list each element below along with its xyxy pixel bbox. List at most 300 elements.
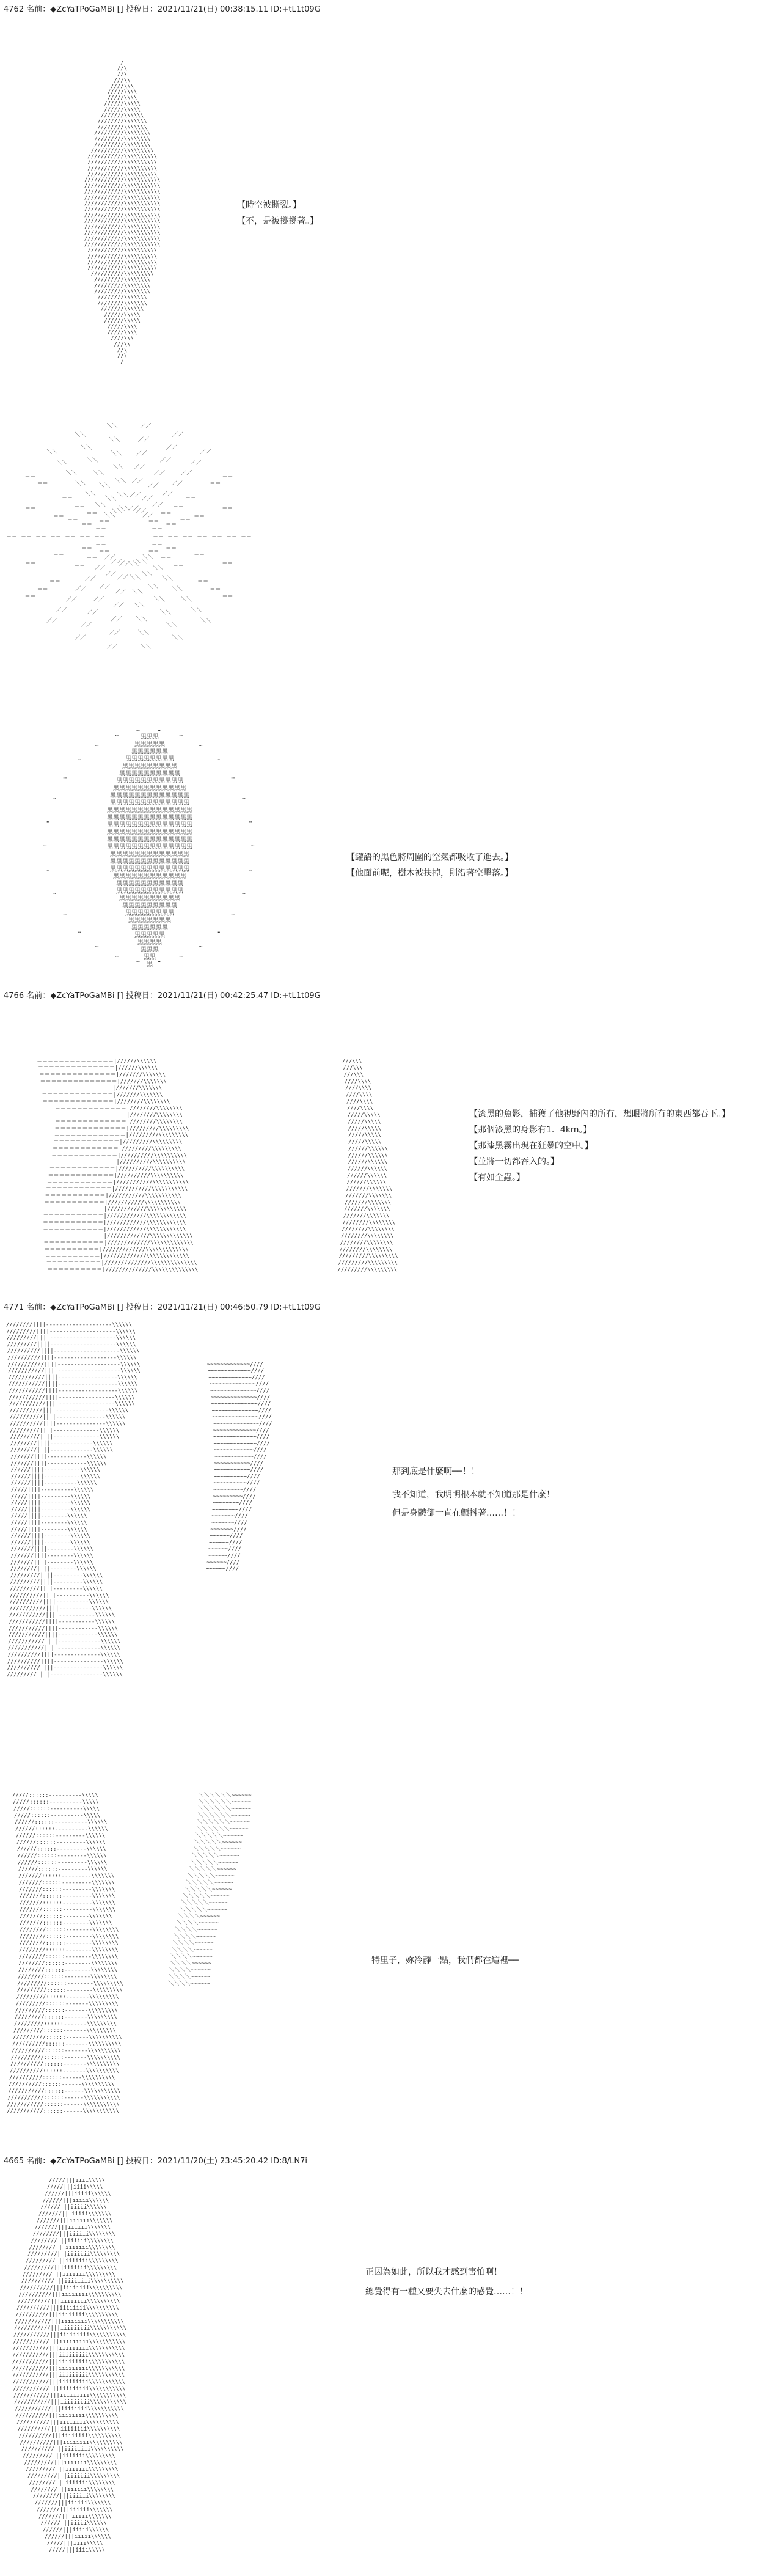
- art-glyph-row: ~~~~~~~~~~~~~////: [206, 1361, 263, 1368]
- art-glyph-row: 黒黒黒黒黒黒黒黒: [125, 756, 174, 763]
- art-glyph-row: ~~~~~~~~~~~////: [213, 1460, 264, 1467]
- art-glyph-row: ＼＼: [111, 450, 122, 457]
- art-glyph-row: //\: [117, 353, 128, 359]
- art-glyph-row: ///\\\: [343, 1065, 363, 1071]
- art-glyph-row: //\: [117, 347, 128, 354]
- caption-block-6: [365, 2264, 528, 2300]
- art-glyph-row: ＼＼: [191, 607, 202, 614]
- art-glyph-row: ＝＝: [49, 488, 60, 495]
- art-glyph-row: ///////////||||‐‐‐‐‐‐‐‐‐‐‐‐‐\\\\\\: [7, 1645, 121, 1652]
- art-glyph-row: ＼＼: [152, 565, 164, 571]
- art-glyph-row: 黒黒黒黒黒黒黒黒黒黒黒: [116, 881, 183, 887]
- art-glyph-row: //////::::::‐‐‐‐‐‐‐‐‐\\\\\\: [17, 1853, 107, 1859]
- art-glyph-row: ////////|||iiiiii\\\\\\\\: [32, 2493, 115, 2500]
- art-glyph-row: ＝＝: [95, 541, 106, 548]
- art-glyph-row: 黒黒黒黒黒黒黒黒黒黒黒黒黒黒: [107, 837, 192, 843]
- art-glyph-row: ////////||||‐‐‐‐‐‐‐‐‐‐‐‐‐\\\\\\: [10, 1440, 113, 1447]
- art-glyph-row: ＝＝: [222, 593, 233, 600]
- art-glyph-row: ///////||||‐‐‐‐‐‐‐‐\\\\\\: [10, 1559, 93, 1566]
- art-glyph-row: ＼＼: [200, 617, 211, 624]
- art-glyph-row: ＝＝＝＝＝＝＝＝＝＝＝＝|///////////\\\\\\\\\\\: [46, 1180, 189, 1186]
- art-glyph-row: ///////|||iiiiii\\\\\\\: [36, 2507, 113, 2513]
- post-header-4771: 4771 名前：◆ZcYaTPoGaMBi [] 投稿日：2021/11/21(日) 00:46:50.79 ID:+tL1t09G: [4, 1303, 321, 1312]
- art-glyph-row: ////////::::::‐‐‐‐‐‐‐‐\\\\\\\\: [19, 1934, 119, 1940]
- art-glyph-row: ＼＼＼＼~~~~~~: [168, 1974, 211, 1980]
- art-glyph-row: 黒黒黒黒黒黒黒黒黒黒黒黒: [113, 873, 186, 880]
- art-glyph-row: /////||||‐‐‐‐‐‐‐‐\\\\\\: [10, 1520, 87, 1526]
- art-glyph-row: ~~~~~~~~~~~~~~////: [212, 1414, 272, 1421]
- art-glyph-row: ＝＝: [241, 534, 252, 540]
- art-glyph-row: ／／: [134, 464, 145, 471]
- art-glyph-row: 黒黒黒黒黒黒黒: [128, 917, 171, 924]
- art-glyph-row: ＝＝: [38, 510, 50, 516]
- art-glyph-row: ／／: [141, 495, 153, 502]
- art-glyph-row: /////||||‐‐‐‐‐‐‐‐\\\\\\: [10, 1513, 87, 1520]
- art-glyph-row: ＝＝＝＝＝＝＝＝＝＝|/////////////\\\\\\\\\\\\\: [45, 1253, 190, 1260]
- art-glyph-row: //////////||||‐‐‐‐‐‐‐‐‐‐‐‐‐‐‐\\\\\\: [7, 1665, 123, 1671]
- art-glyph-row: //////////||||‐‐‐‐‐‐‐‐‐‐‐‐‐‐‐‐\\\\\\: [9, 1407, 129, 1414]
- art-glyph-row: ///\\\: [343, 1072, 364, 1078]
- art-glyph-row: ＼＼: [141, 571, 153, 578]
- art-glyph-row: ~~~~~~~////: [210, 1526, 247, 1533]
- art-glyph-row: ＝＝: [86, 556, 98, 562]
- art-glyph-row: ////////////\\\\\\\\\\\: [84, 212, 161, 219]
- art-glyph-row: ///////::::::‐‐‐‐‐‐‐‐‐\\\\\\\: [19, 1893, 115, 1899]
- art-glyph-row: ＝＝: [21, 534, 32, 540]
- art-glyph-row: ＝＝＝＝＝＝＝＝＝＝＝＝＝＝|///////\\\\\\\: [40, 1079, 167, 1085]
- art-glyph-row: ////////\\\\\\\: [97, 124, 147, 131]
- art-glyph-row: ／／: [130, 492, 141, 499]
- art-glyph-row: /////////::::::‐‐‐‐‐‐‐\\\\\\\\\: [15, 2008, 118, 2014]
- art-glyph-row: //////////|||iiiiiiii\\\\\\\\\\: [16, 2305, 119, 2311]
- art-glyph-row: ＼＼＼＼~~~~~~: [177, 1920, 219, 1926]
- ascii-art-burst: [0, 400, 269, 675]
- art-glyph-row: ＝＝: [152, 526, 163, 532]
- art-glyph-row: /////\\\\: [107, 89, 137, 95]
- art-glyph-row: /////////\\\\\\\\: [94, 142, 151, 149]
- art-glyph-row: //////////::::::‐‐‐‐‐‐\\\\\\\\\\: [9, 2082, 115, 2088]
- art-glyph-row: ＝＝: [62, 571, 73, 578]
- art-glyph-row: /////|||iiii\\\\\: [46, 2184, 103, 2190]
- art-glyph-row: ＝＝＝＝＝＝＝＝＝＝＝＝＝＝|///////\\\\\\\: [38, 1072, 166, 1078]
- art-glyph-row: ／／: [46, 617, 58, 624]
- caption-line: 【並將一切都吞入的。】: [469, 1157, 559, 1167]
- art-glyph-row: ＼＼＼＼＼＼~~~~~~: [196, 1826, 250, 1832]
- art-glyph-row: ~~~~~~////: [205, 1566, 239, 1572]
- art-glyph-row: ///////////\\\\\\\\\\: [87, 253, 158, 260]
- art-glyph-row: ///////////|||iiiiiiiii\\\\\\\\\\\: [12, 2372, 125, 2379]
- art-glyph-row: /////////\\\\\\\\\: [338, 1260, 398, 1266]
- art-glyph-row: ＼＼: [130, 574, 141, 581]
- art-glyph-row: ~~~~~~~~~~~~////: [213, 1447, 267, 1454]
- art-glyph-row: ////////||||‐‐‐‐‐‐‐‐‐‐‐‐‐‐‐‐‐‐‐‐\\\\\\: [6, 1322, 132, 1328]
- art-glyph-row: ///////////|||iiiiiiiii\\\\\\\\\\\: [13, 2386, 126, 2392]
- art-glyph-row: 黒黒黒黒黒黒黒黒黒黒黒黒黒黒: [107, 807, 192, 814]
- art-glyph-row: ////\\\\: [346, 1106, 374, 1112]
- art-glyph-row: /////::::::‐‐‐‐‐‐‐‐‐‐\\\\\: [13, 1799, 99, 1805]
- ascii-art-scared-girl: [0, 1320, 379, 1687]
- art-glyph-row: ///////////\\\\\\\\\\: [87, 259, 158, 266]
- art-glyph-row: ＼＼: [81, 444, 92, 451]
- art-glyph-row: ＼＼＼＼＼~~~~~~: [186, 1880, 234, 1886]
- art-glyph-row: ///////::::::‐‐‐‐‐‐‐‐‐\\\\\\\: [19, 1907, 116, 1913]
- art-glyph-row: ///////////||||‐‐‐‐‐‐‐‐‐‐‐‐‐‐‐‐‐‐\\\\\\: [8, 1374, 137, 1381]
- art-glyph-row: /////////||||‐‐‐‐‐‐‐‐‐‐‐‐‐‐‐‐\\\\\\: [7, 1671, 123, 1678]
- art-glyph-row: /////////|||iiiiiii\\\\\\\\\: [24, 2460, 117, 2466]
- caption-line: 【時空被撕裂。】: [237, 200, 301, 210]
- art-glyph-row: //\: [117, 65, 128, 72]
- art-glyph-row: /////\\\\\: [348, 1139, 382, 1145]
- art-glyph-row: …: [115, 952, 119, 959]
- art-glyph-row: ////////\\\\\\\: [97, 119, 147, 125]
- art-glyph-row: …: [216, 755, 221, 762]
- art-glyph-row: ////////|||iiiiii\\\\\\\\: [31, 2238, 114, 2244]
- art-glyph-row: //////////::::::‐‐‐‐‐‐‐\\\\\\\\\\: [12, 2035, 122, 2041]
- art-glyph-row: ＼＼＼＼~~~~~~: [174, 1934, 216, 1940]
- art-glyph-row: ＝＝: [194, 553, 205, 560]
- art-glyph-row: ////////\\\\\\\\: [339, 1247, 393, 1253]
- art-glyph-row: ~~~~~~~~~////: [213, 1493, 256, 1500]
- art-glyph-row: 黒黒黒黒黒黒黒黒黒: [122, 903, 177, 909]
- art-glyph-row: ＝＝＝＝＝＝＝＝＝＝＝＝＝|////////\\\\\\\\: [42, 1099, 170, 1105]
- art-glyph-row: //////////::::::‐‐‐‐‐‐‐\\\\\\\\\\: [12, 2041, 122, 2047]
- art-glyph-row: ///////////::::::‐‐‐‐‐‐\\\\\\\\\\\: [8, 2088, 121, 2094]
- art-glyph-row: ＼＼: [106, 423, 118, 430]
- art-glyph-row: ＝＝: [98, 518, 110, 525]
- art-glyph-row: ＼＼＼＼~~~~~~: [168, 1981, 210, 1987]
- art-glyph-row: ＝＝: [194, 513, 205, 520]
- art-glyph-row: 黒黒黒: [141, 947, 159, 953]
- art-glyph-row: ///////////|||iiiiiiiii\\\\\\\\\\\: [13, 2393, 126, 2399]
- art-glyph-row: ／／: [56, 607, 67, 614]
- art-glyph-row: ＝＝: [167, 534, 179, 540]
- art-glyph-row: //////////\\\\\\\\\: [90, 148, 154, 154]
- art-glyph-row: ＝＝: [67, 518, 78, 524]
- art-glyph-row: ＼＼: [171, 586, 183, 593]
- art-glyph-row: ＝＝＝＝＝＝＝＝＝＝|/////////////\\\\\\\\\\\\\: [44, 1247, 189, 1253]
- art-glyph-row: ///////::::::‐‐‐‐‐‐‐‐‐\\\\\\\: [18, 1880, 115, 1886]
- art-glyph-row: ///////////\\\\\\\\\\: [87, 160, 158, 166]
- art-glyph-row: ／／: [94, 565, 106, 571]
- art-glyph-row: ＝＝＝＝＝＝＝＝＝＝＝＝|//////////\\\\\\\\\\: [48, 1173, 184, 1179]
- art-glyph-row: ＝＝＝＝＝＝＝＝＝＝＝|////////////\\\\\\\\\\\\: [43, 1227, 186, 1233]
- art-glyph-row: 黒黒: [144, 954, 156, 961]
- art-glyph-row: /////////|||iiiiiii\\\\\\\\\: [22, 2453, 115, 2459]
- art-glyph-row: ＼＼＼＼＼~~~~~~: [180, 1907, 227, 1913]
- ascii-art-shadow-beast: [12, 1054, 464, 1286]
- art-glyph-row: //////|||iiiii\\\\\\: [45, 2534, 111, 2540]
- art-glyph-row: ///////////|||iiiiiiii\\\\\\\\\\\: [15, 2319, 124, 2325]
- art-glyph-row: ＝＝: [38, 557, 50, 563]
- art-glyph-row: //////////\\\\\\\\\: [90, 271, 154, 277]
- art-glyph-row: /////\\\\\: [347, 1112, 381, 1118]
- art-glyph-row: ///////::::::‐‐‐‐‐‐‐‐‐\\\\\\\: [19, 1900, 115, 1906]
- art-glyph-row: ////////|||iiiiii\\\\\\\\: [31, 2487, 114, 2493]
- art-glyph-row: ＝＝＝＝＝＝＝＝＝＝＝＝|//////////\\\\\\\\\\: [51, 1153, 187, 1159]
- art-glyph-row: ////\\\\: [345, 1085, 372, 1092]
- art-glyph-row: /: [120, 359, 124, 365]
- art-glyph-row: ／／: [111, 616, 122, 623]
- art-glyph-row: ＝＝＝＝＝＝＝＝＝＝＝＝|/////////\\\\\\\\\: [53, 1139, 183, 1145]
- ascii-art-calming-figure: [0, 1791, 367, 2133]
- art-glyph-row: ＼＼＼＼＼＼~~~~~~: [199, 1793, 252, 1799]
- art-glyph-row: //////////::::::‐‐‐‐‐‐‐\\\\\\\\\\: [10, 2055, 120, 2061]
- art-glyph-row: /////////\\\\\\\\: [94, 277, 151, 284]
- art-glyph-row: ／／: [153, 470, 165, 477]
- art-glyph-row: ＼＼: [105, 495, 117, 502]
- art-glyph-row: ////////||||‐‐‐‐‐‐‐‐‐‐‐‐‐\\\\\\: [10, 1447, 114, 1454]
- art-glyph-row: ＼＼＼＼~~~~~~: [169, 1967, 211, 1973]
- art-glyph-row: ＼＼: [109, 437, 120, 444]
- art-glyph-row: ////////////\\\\\\\\\\\: [84, 236, 161, 242]
- art-glyph-row: //////////||||‐‐‐‐‐‐‐‐‐‐\\\\\\: [9, 1592, 109, 1599]
- art-glyph-row: //////////::::::‐‐‐‐‐‐‐\\\\\\\\\\: [10, 2061, 120, 2068]
- art-glyph-row: //////||||‐‐‐‐‐‐‐‐‐‐‐\\\\\\: [10, 1473, 101, 1480]
- art-glyph-row: /////|||iiii\\\\\: [49, 2178, 106, 2184]
- art-glyph-row: …: [63, 910, 67, 917]
- art-glyph-row: ＼＼: [75, 432, 86, 439]
- art-glyph-row: 黒黒黒: [141, 734, 159, 741]
- art-glyph-row: ／／: [166, 444, 177, 451]
- art-glyph-row: //////|||iiiii\\\\\\: [42, 2527, 109, 2533]
- art-glyph-row: ///////\\\\\\\: [343, 1206, 390, 1213]
- art-glyph-row: ///////||||‐‐‐‐‐‐‐‐\\\\\\: [10, 1553, 93, 1559]
- art-glyph-row: 黒: [147, 961, 153, 968]
- art-glyph-row: ////////\\\\\\\\: [342, 1220, 396, 1226]
- art-glyph-row: ///////|||iiiiii\\\\\\\: [36, 2218, 113, 2224]
- art-glyph-row: …: [52, 889, 56, 896]
- art-glyph-row: /////////\\\\\\\\: [94, 130, 151, 137]
- art-glyph-row: ＼＼: [135, 559, 147, 565]
- art-glyph-row: ＝＝＝＝＝＝＝＝＝＝＝|////////////\\\\\\\\\\\\: [43, 1220, 186, 1226]
- art-glyph-row: …: [43, 842, 47, 848]
- art-glyph-row: …: [242, 889, 246, 896]
- art-glyph-row: ＝＝＝＝＝＝＝＝＝＝＝＝|//////////\\\\\\\\\\: [49, 1166, 185, 1172]
- art-glyph-row: ///////////||||‐‐‐‐‐‐‐‐‐‐‐‐\\\\\\: [8, 1632, 118, 1638]
- art-glyph-row: ///////////|||iiiiiiiii\\\\\\\\\\\: [13, 2399, 127, 2405]
- art-glyph-row: ~~~~~~////: [206, 1559, 240, 1566]
- art-glyph-row: ////////::::::‐‐‐‐‐‐‐‐\\\\\\\\: [18, 1954, 119, 1960]
- art-glyph-row: ＝＝: [53, 513, 64, 520]
- art-glyph-row: //////::::::‐‐‐‐‐‐‐‐‐\\\\\\: [15, 1833, 106, 1839]
- caption-line: 【那漆黑霧出現在狂暴的空中。】: [469, 1141, 593, 1151]
- art-glyph-row: ＼＼: [85, 491, 97, 498]
- caption-block-4: [392, 1464, 555, 1521]
- art-glyph-row: ///////////||||‐‐‐‐‐‐‐‐‐‐\\\\\\: [9, 1605, 112, 1612]
- art-glyph-row: ＼＼＼＼＼~~~~~~: [192, 1853, 239, 1859]
- art-glyph-row: ／／: [172, 432, 183, 439]
- art-glyph-row: ＝＝: [172, 503, 184, 510]
- art-glyph-row: ＝＝: [35, 534, 47, 540]
- art-glyph-row: …: [63, 774, 67, 780]
- art-glyph-row: ＝＝: [182, 534, 194, 540]
- art-glyph-row: ~~~~~~~~////: [212, 1506, 252, 1513]
- art-glyph-row: //////\\\\\\: [348, 1159, 388, 1165]
- art-glyph-row: ////\\\: [111, 83, 134, 90]
- art-glyph-row: //////////||||‐‐‐‐‐‐‐‐‐‐‐‐‐‐‐\\\\\\: [7, 1658, 123, 1665]
- art-glyph-row: ＼＼: [159, 609, 171, 616]
- art-glyph-row: //////////|||iiiiiiii\\\\\\\\\\: [15, 2413, 119, 2419]
- art-glyph-row: ~~~~~~~~~~~~~~////: [210, 1388, 270, 1394]
- art-glyph-row: ＼＼: [147, 584, 159, 590]
- art-glyph-row: ＼＼: [166, 622, 177, 629]
- art-glyph-row: ＝＝＝＝＝＝＝＝＝＝＝|///////////\\\\\\\\\\\: [44, 1200, 181, 1206]
- art-glyph-row: /////\\\\\: [348, 1119, 381, 1125]
- art-glyph-row: ＝＝: [24, 593, 36, 600]
- art-glyph-row: ~~~~~~~~~~~~~////: [213, 1434, 270, 1440]
- art-glyph-row: /////////|||iiiiiii\\\\\\\\\: [22, 2272, 115, 2278]
- art-glyph-row: ＼＼: [75, 480, 87, 487]
- art-glyph-row: ////////////\\\\\\\\\\\: [84, 189, 161, 196]
- art-glyph-row: ///////\\\\\\: [100, 112, 144, 119]
- art-glyph-row: ///////|||iiiii\\\\\\\: [38, 2514, 112, 2520]
- art-glyph-row: ＼＼: [140, 644, 152, 650]
- art-glyph-row: ////////|||iiiiii\\\\\\\\: [32, 2231, 115, 2237]
- art-glyph-row: ＼＼: [115, 478, 126, 485]
- art-glyph-row: //////|||iiiii\\\\\\: [40, 2204, 107, 2211]
- art-glyph-row: ///\\: [114, 341, 131, 348]
- art-glyph-row: 黒黒黒黒黒黒黒黒黒黒: [119, 771, 180, 777]
- post-header-4762: 4762 名前：◆ZcYaTPoGaMBi [] 投稿日：2021/11/21(日) 00:38:15.11 ID:+tL1t09G: [4, 5, 321, 14]
- art-glyph-row: ////////::::::‐‐‐‐‐‐‐‐\\\\\\\\: [18, 1961, 118, 1967]
- art-glyph-row: ~~~~~~~~~~~~~~////: [211, 1407, 272, 1414]
- art-glyph-row: …: [251, 842, 255, 848]
- art-glyph-row: ／／: [87, 609, 98, 616]
- caption-line: 【漆黑的魚影，捕獲了他視野內的所有，想眼將所有的東西都吞下。】: [469, 1109, 730, 1119]
- art-glyph-row: ///////////\\\\\\\\\\: [87, 265, 158, 271]
- art-glyph-row: ＝＝: [222, 506, 233, 513]
- art-glyph-row: //////::::::‐‐‐‐‐‐‐‐‐\\\\\\: [18, 1866, 108, 1873]
- art-glyph-row: ///////|||iiiiii\\\\\\\: [34, 2225, 111, 2231]
- art-glyph-row: ＼＼: [93, 470, 104, 477]
- art-glyph-row: ////\\\: [111, 336, 134, 342]
- art-glyph-row: ~~~~~~~~~~~~~~////: [210, 1394, 271, 1401]
- art-glyph-row: /////////||||‐‐‐‐‐‐‐‐‐‐‐‐‐‐\\\\\\: [10, 1427, 120, 1434]
- art-glyph-row: //////////::::::‐‐‐‐‐‐‐\\\\\\\\\\: [9, 2068, 119, 2074]
- art-glyph-row: //////////|||iiiiiiii\\\\\\\\\\: [17, 2299, 120, 2305]
- art-glyph-row: ／／: [109, 629, 120, 636]
- art-glyph-row: /////////::::::‐‐‐‐‐‐‐\\\\\\\\\: [13, 2021, 117, 2027]
- art-glyph-row: /////||||‐‐‐‐‐‐‐‐‐\\\\\\: [10, 1493, 91, 1500]
- art-glyph-row: ///////////||||‐‐‐‐‐‐‐‐‐‐‐‐\\\\\\: [9, 1625, 118, 1632]
- art-glyph-row: ///////\\\\\\\: [346, 1186, 393, 1192]
- art-glyph-row: 黒黒黒黒黒黒黒黒黒黒黒黒黒: [110, 793, 189, 799]
- art-glyph-row: //////|||iiiii\\\\\\: [45, 2191, 111, 2197]
- art-glyph-row: ///////////||||‐‐‐‐‐‐‐‐‐‐‐‐‐‐‐‐‐‐\\\\\\: [9, 1388, 138, 1394]
- art-glyph-row: ＝＝＝＝＝＝＝＝＝＝＝＝|///////////\\\\\\\\\\\: [45, 1186, 188, 1192]
- art-glyph-row: /////|||iiii\\\\\: [46, 2541, 103, 2547]
- art-glyph-row: /: [120, 60, 124, 66]
- art-glyph-row: /////////|||iiiiiii\\\\\\\\\: [26, 2467, 119, 2473]
- art-glyph-row: ／／: [159, 457, 171, 464]
- art-glyph-row: …: [52, 794, 56, 801]
- art-glyph-row: ////////////\\\\\\\\\\\: [84, 207, 161, 213]
- art-glyph-row: ////////\\\\\\\: [97, 300, 147, 307]
- art-glyph-row: ＝＝: [81, 545, 92, 552]
- art-glyph-row: ＝＝＝＝＝＝＝＝＝＝＝＝＝＝|//////\\\\\\: [37, 1065, 158, 1071]
- art-glyph-row: ///\\\: [342, 1059, 362, 1065]
- art-glyph-row: ＼＼＼＼＼＼~~~~~~: [197, 1813, 251, 1819]
- art-glyph-row: ＝＝: [94, 534, 106, 540]
- art-glyph-row: ／／: [147, 483, 159, 490]
- art-glyph-row: ///////////|||iiiiiiiii\\\\\\\\\\\: [12, 2359, 125, 2365]
- art-glyph-row: /////////\\\\\\\\\: [338, 1253, 398, 1260]
- art-glyph-row: /////////|||iiiiiii\\\\\\\\\: [27, 2251, 120, 2258]
- art-glyph-row: //////////|||iiiiiiii\\\\\\\\\\: [17, 2426, 120, 2432]
- art-glyph-row: ／／: [117, 574, 128, 581]
- art-glyph-row: ＝＝＝＝＝＝＝＝＝＝＝|/////////////\\\\\\\\\\\\\: [43, 1240, 194, 1246]
- art-glyph-row: ////\\\\: [344, 1079, 371, 1085]
- art-glyph-row: ／／: [131, 478, 143, 485]
- art-glyph-row: ／／: [181, 470, 192, 477]
- art-glyph-row: ＝＝: [160, 556, 172, 562]
- caption-line: 【罐語的黑色將周圍的空氣都吸收了進去。】: [346, 853, 513, 862]
- art-glyph-row: ＝＝: [74, 503, 86, 510]
- art-glyph-row: ////////////\\\\\\\\\\\: [84, 177, 161, 183]
- art-glyph-row: ///////\\\\\\\: [345, 1193, 392, 1199]
- art-glyph-row: ＼＼＼＼~~~~~~: [171, 1947, 214, 1953]
- art-glyph-row: ///////\\\\\\: [100, 306, 144, 313]
- art-glyph-row: ＼＼＼＼~~~~~~: [172, 1940, 215, 1947]
- art-glyph-row: //////////::::::‐‐‐‐‐‐\\\\\\\\\\: [9, 2075, 115, 2081]
- art-glyph-row: ／／: [171, 480, 183, 487]
- art-glyph-row: ＝＝＝＝＝＝＝＝＝＝＝＝＝|///////\\\\\\\: [40, 1085, 163, 1092]
- art-glyph-row: ///////|||iiiiii\\\\\\\: [34, 2500, 111, 2506]
- art-glyph-row: ///////////||||‐‐‐‐‐‐‐‐‐‐‐\\\\\\: [9, 1619, 115, 1625]
- art-glyph-row: /////////||||‐‐‐‐‐‐‐‐‐‐‐‐‐‐‐‐‐‐‐‐\\\\\\: [6, 1335, 136, 1341]
- art-glyph-row: //////\\\\\\: [347, 1173, 387, 1179]
- art-glyph-row: /////\\\\: [107, 329, 137, 336]
- art-glyph-row: …: [45, 818, 49, 824]
- art-glyph-row: ＝＝: [24, 560, 36, 567]
- art-glyph-row: ///\\: [114, 77, 131, 84]
- art-glyph-row: ＼＼＼＼＼~~~~~~: [189, 1866, 237, 1873]
- art-glyph-row: ＼＼: [112, 464, 124, 471]
- art-glyph-row: …: [249, 818, 252, 824]
- art-glyph-row: //////\\\\\\: [346, 1180, 387, 1186]
- art-glyph-row: ／／: [65, 596, 77, 603]
- art-glyph-row: ＼＼: [137, 629, 149, 636]
- art-glyph-row: ＼＼＼＼＼~~~~~~: [188, 1873, 235, 1879]
- art-glyph-row: ＼＼: [104, 512, 115, 519]
- art-glyph-row: ////////\\\\\\\\: [340, 1240, 393, 1246]
- art-glyph-row: 黒黒黒黒黒黒: [131, 925, 168, 931]
- art-glyph-row: ＝＝: [197, 488, 209, 495]
- art-glyph-row: ＝＝: [79, 534, 91, 540]
- art-glyph-row: /////::::::‐‐‐‐‐‐‐‐‐‐\\\\\: [14, 1813, 100, 1819]
- caption-line: 我不知道，我明明根本就不知道那是什麼！: [392, 1490, 555, 1500]
- art-glyph-row: ///////::::::‐‐‐‐‐‐‐‐‐\\\\\\\: [18, 1873, 115, 1879]
- art-glyph-row: //////\\\\\\: [348, 1146, 388, 1152]
- art-glyph-row: ／／: [136, 450, 147, 457]
- art-glyph-row: ＝＝＝＝＝＝＝＝＝＝＝＝＝|////////\\\\\\\\: [54, 1119, 183, 1125]
- art-glyph-row: ///////////||||‐‐‐‐‐‐‐‐‐‐‐‐‐‐‐‐‐‐\\\\\\: [8, 1381, 138, 1388]
- art-glyph-row: 黒黒黒黒黒黒黒黒黒黒黒: [116, 888, 183, 895]
- caption-line: 【他面前呢，樹木被扶掉，則沿著空擊落。】: [346, 868, 513, 878]
- art-glyph-row: /////////\\\\\\\\\: [337, 1267, 397, 1273]
- art-glyph-row: ///////////\\\\\\\\\\: [87, 153, 158, 160]
- art-glyph-row: 黒黒黒黒黒黒黒黒黒黒黒黒黒: [110, 866, 189, 873]
- art-glyph-row: ///////||||‐‐‐‐‐‐‐‐‐‐‐‐\\\\\\: [10, 1460, 107, 1467]
- art-glyph-row: ＼＼＼＼＼＼~~~~~~: [197, 1819, 250, 1826]
- art-glyph-row: /////////||||‐‐‐‐‐‐‐‐‐\\\\\\: [10, 1579, 103, 1586]
- art-glyph-row: ＼＼＼＼＼~~~~~~: [194, 1840, 242, 1846]
- art-glyph-row: ////////|||iiiiiii\\\\\\\\: [29, 2245, 115, 2251]
- art-glyph-row: ~~~~~~~~~~~~~~////: [211, 1401, 271, 1407]
- art-glyph-row: 黒黒黒黒黒黒黒黒黒黒黒黒黒黒: [107, 822, 192, 829]
- art-glyph-row: ///////////\\\\\\\\\\: [87, 171, 158, 178]
- art-glyph-row: ／／: [127, 505, 139, 512]
